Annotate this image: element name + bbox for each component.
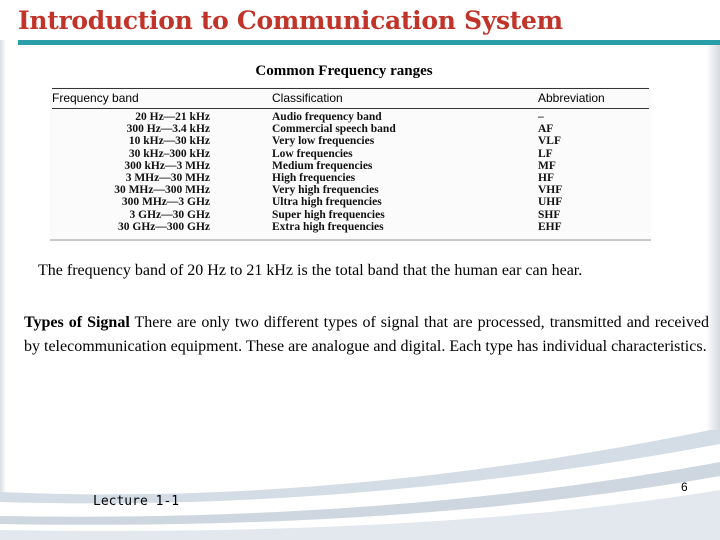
frequency-table <box>50 87 651 241</box>
cell-band: 300 MHz—3 GHz <box>121 196 210 209</box>
table-row <box>50 111 651 123</box>
cell-abbreviation: SHF <box>538 208 561 221</box>
cell-abbreviation: – <box>538 111 544 123</box>
cell-classification: Commercial speech band <box>272 123 396 136</box>
cell-band: 30 MHz—300 MHz <box>114 184 210 197</box>
cell-band: 3 MHz—30 MHz <box>125 171 210 184</box>
table-row <box>50 221 651 233</box>
table-row <box>50 172 651 184</box>
signal-types-heading: Types of Signal <box>24 314 130 331</box>
cell-abbreviation: AF <box>538 123 554 136</box>
cell-classification: Very low frequencies <box>272 135 375 148</box>
signal-types-paragraph <box>24 311 709 359</box>
cell-band: 300 kHz—3 MHz <box>124 159 210 172</box>
cell-band: 30 kHz–300 kHz <box>128 147 210 160</box>
cell-abbreviation: VLF <box>538 135 561 148</box>
cell-band: 300 Hz—3.4 kHz <box>126 123 210 136</box>
cell-band: 30 GHz—300 GHz <box>118 220 210 233</box>
header-classification: Classification <box>272 91 343 105</box>
table-row <box>50 196 651 208</box>
table-row <box>50 148 651 160</box>
cell-classification: Medium frequencies <box>272 159 373 172</box>
cell-classification: Ultra high frequencies <box>272 196 382 209</box>
cell-band: 3 GHz—30 GHz <box>129 208 210 221</box>
table-row <box>50 184 651 196</box>
slide-title: Introduction to Communication System <box>18 6 563 35</box>
header-frequency-band: Frequency band <box>52 91 139 105</box>
lecture-label: Lecture 1-1 <box>93 494 180 509</box>
table-top-rule <box>52 88 649 89</box>
page-number: 6 <box>681 480 688 494</box>
cell-band: 10 kHz—30 kHz <box>128 135 210 148</box>
table-row <box>50 160 651 172</box>
table-body <box>50 111 651 233</box>
table-row <box>50 123 651 135</box>
cell-classification: Very high frequencies <box>272 184 379 197</box>
cell-abbreviation: VHF <box>538 184 563 197</box>
cell-abbreviation: EHF <box>538 220 562 233</box>
cell-classification: Super high frequencies <box>272 208 385 221</box>
cell-classification: Audio frequency band <box>272 111 382 123</box>
table-header-rule <box>52 108 649 109</box>
cell-abbreviation: UHF <box>538 196 563 209</box>
hearing-range-paragraph: The frequency band of 20 Hz to 21 kHz is the total band that the human ear can hear. <box>38 262 583 279</box>
cell-abbreviation: HF <box>538 171 554 184</box>
cell-abbreviation: MF <box>538 159 556 172</box>
cell-band: 20 Hz—21 kHz <box>135 111 210 123</box>
table-row <box>50 209 651 221</box>
table-caption: Common Frequency ranges <box>255 63 433 79</box>
title-underline <box>18 40 720 45</box>
signal-types-text: There are only two different types of signal that are processed, transmitted and received by telecommunication equipment. These are analogue and digital. Each type has individual characteristics. <box>24 314 709 355</box>
footer-wave-decoration <box>0 430 720 540</box>
header-abbreviation: Abbreviation <box>538 91 605 105</box>
cell-abbreviation: LF <box>538 147 553 160</box>
table-header-row <box>50 91 651 107</box>
cell-classification: Extra high frequencies <box>272 220 384 233</box>
cell-classification: High frequencies <box>272 171 356 184</box>
cell-classification: Low frequencies <box>272 147 353 160</box>
table-row <box>50 135 651 147</box>
